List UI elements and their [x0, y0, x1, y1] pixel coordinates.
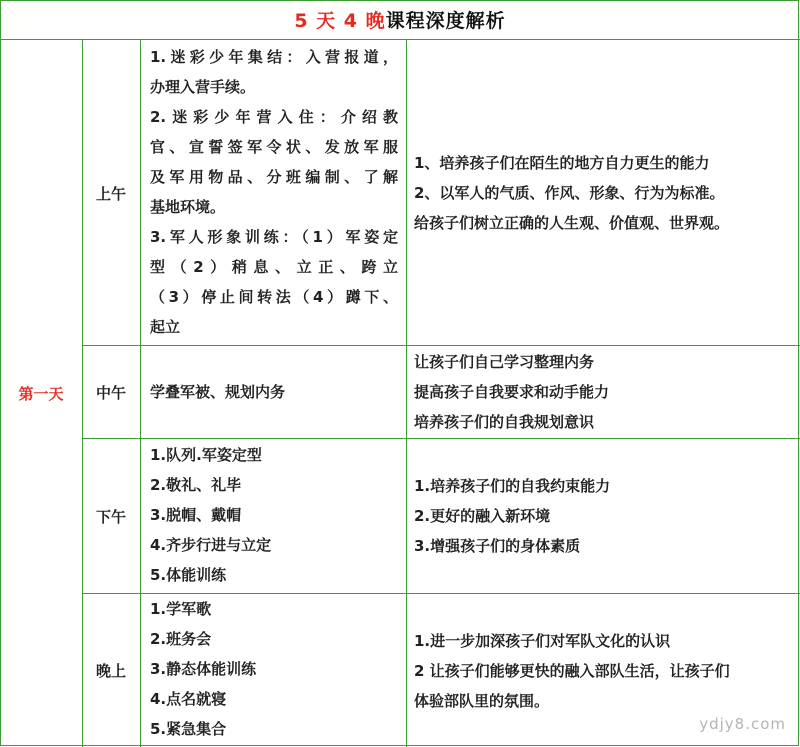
goal-line: 培养孩子们的自我规划意识: [414, 413, 595, 431]
title-rest: 课程深度解析: [385, 10, 506, 32]
activity-line: 起立: [150, 318, 181, 336]
goal-line: 让孩子们自己学习整理内务: [414, 353, 595, 371]
activities-morning: [140, 42, 406, 342]
activities-evening: [140, 594, 406, 744]
activity-line: （3）停止间转法（4）蹲下、: [150, 288, 398, 306]
activity-line: 学叠军被、规划内务: [150, 383, 286, 401]
goals-noon: [406, 346, 800, 438]
goal-line: 1、培养孩子们在陌生的地方自力更生的能力: [414, 154, 710, 172]
activity-line: 4.点名就寝: [150, 690, 227, 708]
watermark: ydjy8.com: [699, 715, 786, 733]
table-title: [0, 0, 800, 40]
period-evening: 晚上: [95, 662, 126, 680]
goal-line: 1.培养孩子们的自我约束能力: [414, 477, 611, 495]
activity-line: 1.迷彩少年集结：入营报道，: [150, 48, 398, 66]
activity-line: 1.队列.军姿定型: [150, 446, 262, 464]
goal-line: 体验部队里的氛围。: [414, 691, 550, 710]
activity-line: 型（2）稍息、立正、跨立: [150, 258, 398, 276]
goal-line: 2.更好的融入新环境: [414, 507, 551, 525]
activity-line: 5.紧急集合: [150, 720, 227, 738]
period-afternoon: 下午: [95, 507, 126, 526]
activity-line: 及军用物品、分班编制、了解: [150, 168, 398, 186]
activity-line: 4.齐步行进与立定: [150, 536, 272, 554]
activity-line: 3.脱帽、戴帽: [150, 506, 242, 524]
activity-line: 办理入营手续。: [150, 78, 256, 96]
period-noon: 中午: [95, 383, 126, 402]
activities-noon: [140, 346, 406, 438]
activity-line: 2.敬礼、礼毕: [150, 476, 242, 494]
goal-line: 3.增强孩子们的身体素质: [414, 537, 581, 555]
goal-line: 给孩子们树立正确的人生观、价值观、世界观。: [414, 214, 730, 232]
goal-line: 2、以军人的气质、作风、形象、行为为标准。: [414, 184, 725, 202]
goals-afternoon: [406, 439, 800, 593]
activities-afternoon: [140, 440, 406, 590]
activity-line: 1.学军歌: [150, 600, 212, 618]
goal-line: 1.进一步加深孩子们对军队文化的认识: [414, 631, 671, 650]
activity-line: 官、宣誓签军令状、发放军服: [150, 138, 398, 156]
activity-line: 基地环境。: [150, 198, 226, 216]
activity-line: 2.迷彩少年营入住：介绍教: [150, 108, 398, 126]
activity-line: 5.体能训练: [150, 566, 227, 584]
goals-morning: [406, 41, 800, 345]
goal-line: 2 让孩子们能够更快的融入部队生活，让孩子们: [414, 661, 730, 680]
period-morning: 上午: [95, 184, 126, 203]
goal-line: 提高孩子自我要求和动手能力: [414, 383, 610, 401]
day-label: 第一天: [18, 385, 64, 403]
title-highlight: 5 天 4 晚: [294, 10, 386, 32]
activity-line: 2.班务会: [150, 630, 212, 648]
activity-line: 3.军人形象训练：（1）军姿定: [150, 228, 398, 246]
activity-line: 3.静态体能训练: [150, 660, 257, 678]
